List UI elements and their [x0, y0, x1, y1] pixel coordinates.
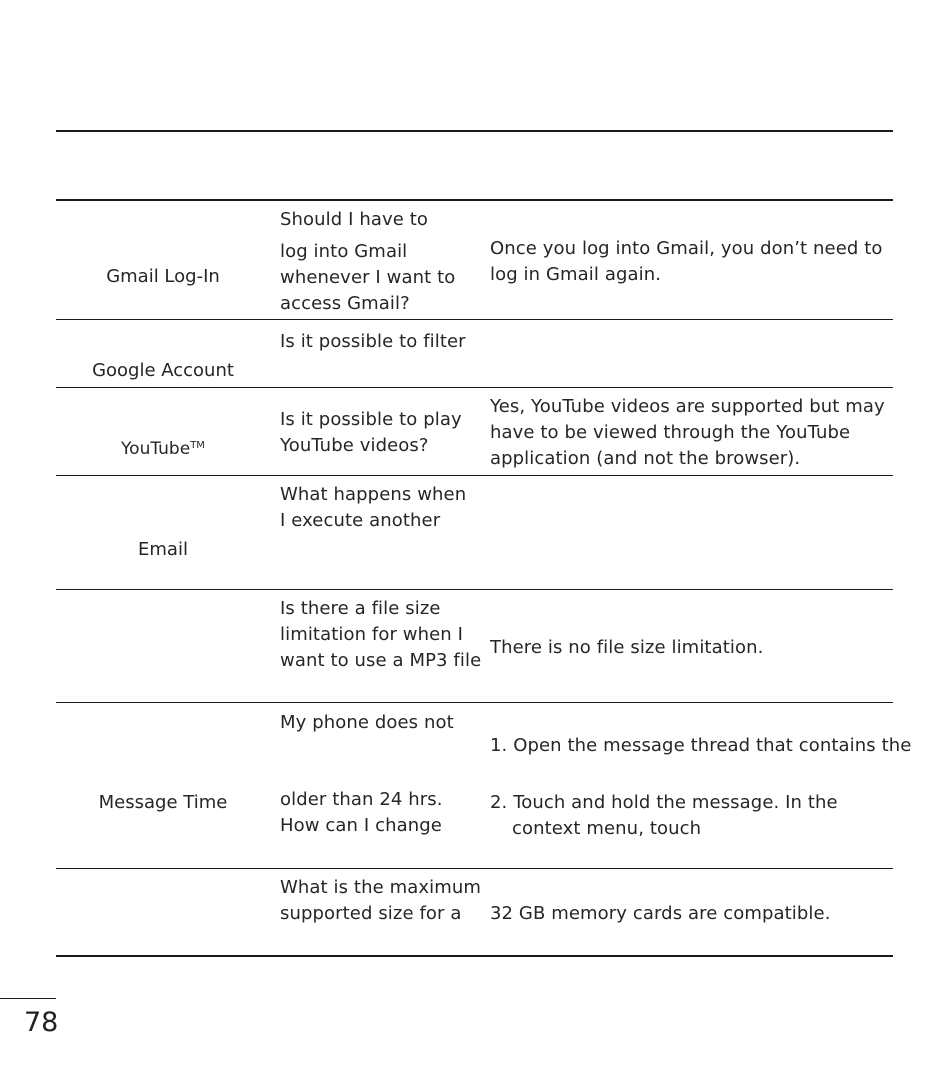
- page-number-rule: [0, 998, 56, 999]
- question-line: want to use a MP3 file: [280, 650, 482, 671]
- answer-line: 1. Open the message thread that contains the: [490, 735, 912, 756]
- table-header-rule: [56, 199, 893, 201]
- question-line: Is there a file size: [280, 598, 441, 619]
- answer-line: Yes, YouTube videos are supported but may: [490, 396, 885, 417]
- answer-line: have to be viewed through the YouTube: [490, 422, 851, 443]
- row-divider: [56, 589, 893, 590]
- question-line: supported size for a: [280, 903, 462, 924]
- category-text: YouTube: [121, 439, 191, 459]
- category-cell: Google Account: [92, 360, 234, 381]
- row-divider: [56, 319, 893, 320]
- question-line: access Gmail?: [280, 293, 410, 314]
- answer-line: Once you log into Gmail, you don’t need to: [490, 238, 883, 259]
- question-line: I execute another: [280, 510, 441, 531]
- table-bottom-rule: [56, 955, 893, 957]
- category-cell: Email: [138, 539, 188, 560]
- answer-line: log in Gmail again.: [490, 264, 662, 285]
- answer-line: There is no file size limitation.: [490, 637, 764, 658]
- category-cell: Message Time: [98, 792, 228, 813]
- page-number: 78: [24, 1007, 59, 1038]
- question-line: Should I have to: [280, 209, 428, 230]
- answer-line: application (and not the browser).: [490, 448, 801, 469]
- row-divider: [56, 387, 893, 388]
- answer-line: 32 GB memory cards are compatible.: [490, 903, 831, 924]
- question-line: Is it possible to play: [280, 409, 462, 430]
- row-divider: [56, 868, 893, 869]
- question-line: YouTube videos?: [280, 435, 429, 456]
- question-line: whenever I want to: [280, 267, 456, 288]
- answer-line: 2. Touch and hold the message. In the: [490, 792, 838, 813]
- question-line: My phone does not: [280, 712, 454, 733]
- question-line: What happens when: [280, 484, 467, 505]
- question-line: limitation for when I: [280, 624, 464, 645]
- table-top-rule: [56, 130, 893, 132]
- question-line: older than 24 hrs.: [280, 789, 443, 810]
- trademark-superscript: TM: [190, 440, 205, 451]
- row-divider: [56, 475, 893, 476]
- question-line: log into Gmail: [280, 241, 408, 262]
- category-cell: [56, 436, 270, 462]
- question-line: How can I change: [280, 815, 442, 836]
- question-line: Is it possible to filter: [280, 331, 466, 352]
- category-cell: Gmail Log-In: [106, 266, 220, 287]
- question-line: What is the maximum: [280, 877, 481, 898]
- answer-line: context menu, touch: [512, 818, 702, 839]
- row-divider: [56, 702, 893, 703]
